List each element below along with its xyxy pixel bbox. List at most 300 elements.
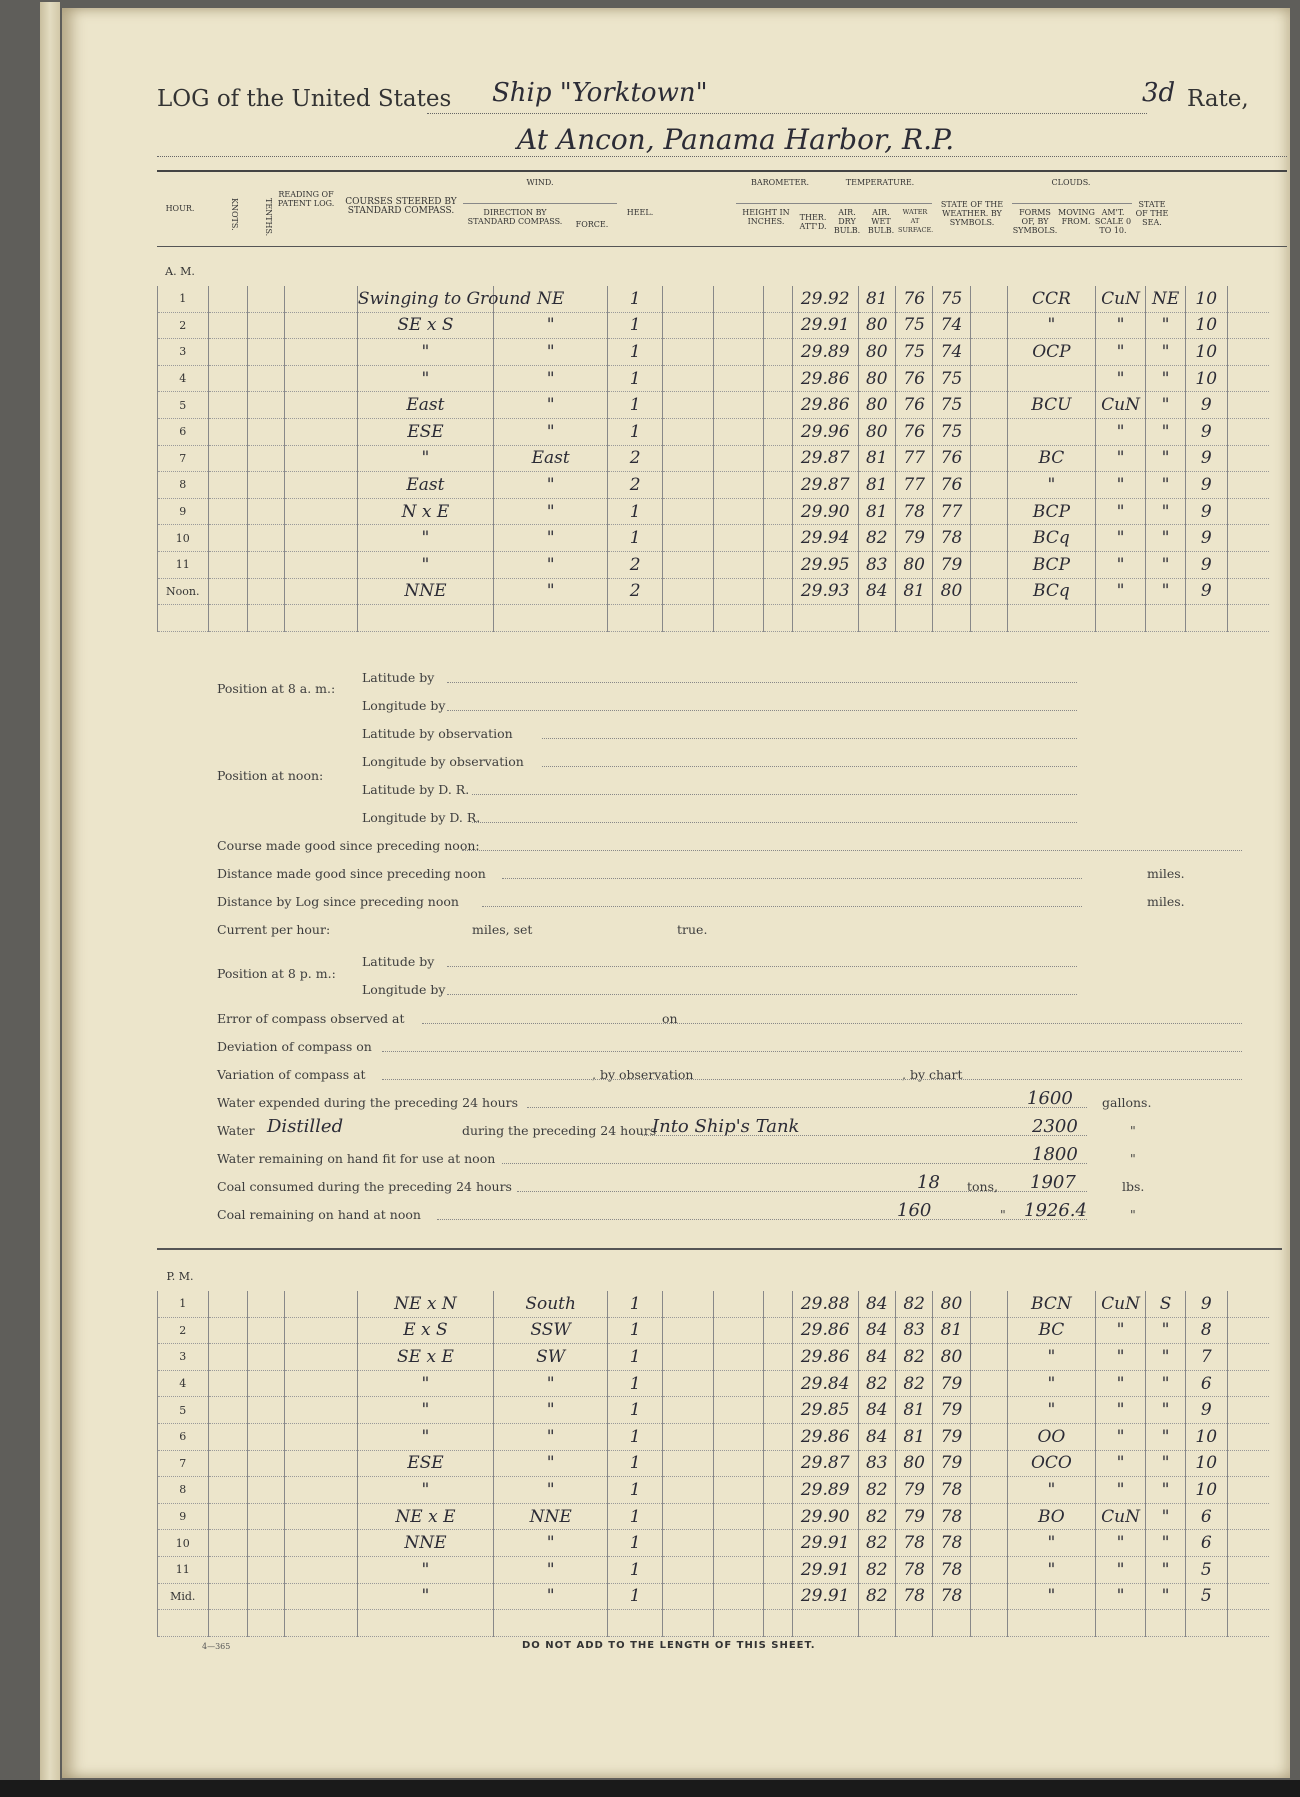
- cell-hour: Noon.: [158, 578, 209, 605]
- cell-course: Swinging to Ground: [357, 286, 493, 312]
- cell-baro: 29.95: [792, 551, 858, 578]
- col-wind-force: FORCE.: [575, 220, 609, 229]
- cell-baro: 29.86: [792, 1317, 858, 1344]
- cell-weather: BO: [1007, 1503, 1095, 1530]
- cell-heel: [663, 1530, 714, 1557]
- cell-course: ": [357, 1477, 493, 1504]
- cell-moving: ": [1146, 525, 1186, 552]
- col-courses: COURSES STEERED BY STANDARD COMPASS.: [345, 197, 457, 216]
- cell-tenths: [248, 312, 285, 339]
- cell-moving: ": [1146, 365, 1186, 392]
- cell-water: [970, 365, 1007, 392]
- coal-consumed: Coal consumed during the preceding 24 hours: [217, 1179, 512, 1194]
- cell-wet: 78: [933, 1556, 970, 1583]
- cell-water: [970, 1583, 1007, 1610]
- col-knots: KNOTS.: [230, 198, 239, 231]
- cell-wind-dir: ": [494, 1370, 608, 1397]
- cell-blank1: [713, 286, 764, 312]
- cell-blank1: [713, 1370, 764, 1397]
- footer-notice: DO NOT ADD TO THE LENGTH OF THIS SHEET.: [522, 1640, 816, 1651]
- scan-border: [0, 1780, 1300, 1797]
- pm-log-row: [158, 1317, 1270, 1344]
- rate-label: Rate,: [1187, 86, 1249, 112]
- cell-wind-dir: ": [494, 472, 608, 499]
- cell-sea: [1227, 286, 1269, 312]
- cell-wet: 81: [933, 1317, 970, 1344]
- cell-log: [285, 578, 357, 605]
- cell-ther: 84: [858, 1423, 895, 1450]
- cell-baro: 29.86: [792, 365, 858, 392]
- cell-knots: [208, 525, 248, 552]
- cell-moving: ": [1146, 1530, 1186, 1557]
- cell-sea: [1227, 525, 1269, 552]
- cell-heel: [663, 498, 714, 525]
- cell-knots: [208, 392, 248, 419]
- cell-tenths: [248, 1477, 285, 1504]
- cell-sea: [1227, 472, 1269, 499]
- cell-water: [970, 525, 1007, 552]
- cell-amount: 9: [1185, 392, 1227, 419]
- cell-wet: 80: [933, 578, 970, 605]
- cell-moving: ": [1146, 551, 1186, 578]
- pm-label: P. M.: [166, 1270, 194, 1283]
- col-water-surface: WATER AT SURFACE.: [898, 208, 934, 234]
- cell-log: [285, 286, 357, 312]
- pm-top-rule: [157, 1248, 1282, 1250]
- cell-moving: ": [1146, 312, 1186, 339]
- cell-dry: 75: [895, 339, 932, 366]
- am-label: A. M.: [165, 265, 195, 278]
- cell-blank1: [713, 578, 764, 605]
- cell-wet: [933, 605, 970, 632]
- cell-wet: 77: [933, 498, 970, 525]
- by-observation: , by observation: [592, 1067, 694, 1082]
- cell-blank2: [764, 1450, 793, 1477]
- cell-log: [285, 1397, 357, 1424]
- cell-forms: CuN: [1095, 286, 1146, 312]
- cell-forms: ": [1095, 498, 1146, 525]
- cell-heel: [663, 1344, 714, 1371]
- cell-wet: 78: [933, 525, 970, 552]
- cell-tenths: [248, 1556, 285, 1583]
- pm-log-row: [158, 1583, 1270, 1610]
- cell-log: [285, 605, 357, 632]
- cell-blank2: [764, 1370, 793, 1397]
- current-miles-set: miles, set: [472, 922, 533, 937]
- pos-8pm-lat: Latitude by: [362, 954, 435, 969]
- pm-log-row: [158, 1477, 1270, 1504]
- cell-forms: ": [1095, 1583, 1146, 1610]
- cell-blank1: [713, 1344, 764, 1371]
- cell-wind-dir: [494, 1610, 608, 1637]
- cell-amount: 7: [1185, 1344, 1227, 1371]
- cell-forms: ": [1095, 1397, 1146, 1424]
- col-patent-log: READING OF PATENT LOG.: [277, 190, 335, 208]
- cell-blank1: [713, 1610, 764, 1637]
- gallons-label: gallons.: [1102, 1095, 1152, 1110]
- cell-hour: 4: [158, 1370, 209, 1397]
- cell-amount: 10: [1185, 286, 1227, 312]
- cell-baro: 29.91: [792, 1556, 858, 1583]
- cell-course: ": [357, 365, 493, 392]
- cell-tenths: [248, 392, 285, 419]
- am-log-row: [158, 525, 1270, 552]
- cell-hour: 10: [158, 1530, 209, 1557]
- cell-log: [285, 1344, 357, 1371]
- cell-weather: BCU: [1007, 392, 1095, 419]
- cell-forms: ": [1095, 1477, 1146, 1504]
- cell-dry: 76: [895, 365, 932, 392]
- cell-heel: [663, 1503, 714, 1530]
- cell-forms: ": [1095, 578, 1146, 605]
- cell-log: [285, 1556, 357, 1583]
- cell-course: ": [357, 525, 493, 552]
- cell-dry: 76: [895, 286, 932, 312]
- cell-weather: BCq: [1007, 578, 1095, 605]
- cell-blank1: [713, 1556, 764, 1583]
- cell-water: [970, 551, 1007, 578]
- cell-hour: 5: [158, 1397, 209, 1424]
- cell-hour: 5: [158, 392, 209, 419]
- cell-weather: OCP: [1007, 339, 1095, 366]
- cell-force: 1: [608, 1344, 663, 1371]
- cell-baro: 29.88: [792, 1291, 858, 1317]
- cell-amount: 10: [1185, 312, 1227, 339]
- cell-course: East: [357, 472, 493, 499]
- cell-amount: 5: [1185, 1556, 1227, 1583]
- cell-baro: [792, 1610, 858, 1637]
- cell-dry: [895, 1610, 932, 1637]
- cell-knots: [208, 498, 248, 525]
- cell-forms: ": [1095, 1556, 1146, 1583]
- cell-force: 1: [608, 1450, 663, 1477]
- cell-course: ": [357, 1423, 493, 1450]
- cell-moving: ": [1146, 1317, 1186, 1344]
- cell-course: ": [357, 1370, 493, 1397]
- cell-sea: [1227, 1610, 1269, 1637]
- cell-amount: 6: [1185, 1530, 1227, 1557]
- cell-blank2: [764, 339, 793, 366]
- cell-moving: ": [1146, 1370, 1186, 1397]
- cell-blank1: [713, 1397, 764, 1424]
- am-log-row: [158, 605, 1270, 632]
- cell-tenths: [248, 445, 285, 472]
- title-rule: [427, 113, 1147, 114]
- cell-blank2: [764, 1317, 793, 1344]
- cell-hour: 8: [158, 472, 209, 499]
- cell-tenths: [248, 1397, 285, 1424]
- col-air-dry: AIR. DRY BULB.: [833, 208, 861, 235]
- cell-heel: [663, 1450, 714, 1477]
- cell-hour: 2: [158, 312, 209, 339]
- am-log-row: [158, 418, 1270, 445]
- cell-wind-dir: NE: [494, 286, 608, 312]
- cell-dry: 82: [895, 1370, 932, 1397]
- coal-remaining-lbs: 1926.4: [1024, 1200, 1087, 1221]
- cell-tenths: [248, 1530, 285, 1557]
- cell-sea: [1227, 578, 1269, 605]
- cell-knots: [208, 339, 248, 366]
- cell-knots: [208, 1397, 248, 1424]
- cell-blank2: [764, 1530, 793, 1557]
- cell-hour: 11: [158, 1556, 209, 1583]
- cell-hour: 9: [158, 498, 209, 525]
- am-log-row: [158, 339, 1270, 366]
- cell-dry: 79: [895, 1477, 932, 1504]
- cell-blank1: [713, 418, 764, 445]
- cell-weather: CCR: [1007, 286, 1095, 312]
- cell-knots: [208, 312, 248, 339]
- cell-ther: [858, 605, 895, 632]
- cell-ther: 80: [858, 418, 895, 445]
- cell-log: [285, 1477, 357, 1504]
- cell-knots: [208, 418, 248, 445]
- cell-blank1: [713, 1503, 764, 1530]
- cell-heel: [663, 525, 714, 552]
- cell-heel: [663, 418, 714, 445]
- by-chart: , by chart: [902, 1067, 963, 1082]
- cell-amount: 10: [1185, 1477, 1227, 1504]
- cell-forms: ": [1095, 525, 1146, 552]
- cell-log: [285, 1610, 357, 1637]
- cell-dry: 79: [895, 525, 932, 552]
- cell-wind-dir: ": [494, 578, 608, 605]
- cell-dry: 78: [895, 498, 932, 525]
- cell-course: N x E: [357, 498, 493, 525]
- cell-amount: 10: [1185, 1423, 1227, 1450]
- cell-log: [285, 445, 357, 472]
- ship-name: Ship "Yorktown": [492, 78, 708, 108]
- pm-log-row: [158, 1397, 1270, 1424]
- cell-sea: [1227, 551, 1269, 578]
- cell-tenths: [248, 365, 285, 392]
- cell-course: ": [357, 339, 493, 366]
- cell-amount: 10: [1185, 1450, 1227, 1477]
- cell-weather: ": [1007, 312, 1095, 339]
- cell-heel: [663, 286, 714, 312]
- cell-forms: CuN: [1095, 392, 1146, 419]
- cell-weather: [1007, 605, 1095, 632]
- cell-forms: ": [1095, 1423, 1146, 1450]
- pos-8pm-label: Position at 8 p. m.:: [217, 966, 336, 981]
- cell-blank2: [764, 1583, 793, 1610]
- cell-log: [285, 339, 357, 366]
- cell-blank1: [713, 472, 764, 499]
- cell-wet: 76: [933, 445, 970, 472]
- cell-sea: [1227, 1583, 1269, 1610]
- cell-tenths: [248, 472, 285, 499]
- cell-log: [285, 551, 357, 578]
- cell-knots: [208, 1530, 248, 1557]
- pm-log-row: [158, 1423, 1270, 1450]
- cell-heel: [663, 1583, 714, 1610]
- col-air-wet: AIR. WET BULB.: [867, 208, 895, 235]
- cell-wind-dir: SSW: [494, 1317, 608, 1344]
- cell-water: [970, 418, 1007, 445]
- cell-amount: 9: [1185, 418, 1227, 445]
- cell-hour: 6: [158, 418, 209, 445]
- cell-heel: [663, 1556, 714, 1583]
- cell-dry: 82: [895, 1291, 932, 1317]
- col-ther-attd: THER. ATT'D.: [799, 213, 827, 231]
- cell-water: [970, 605, 1007, 632]
- coal-remaining-tons: 160: [897, 1200, 932, 1221]
- cell-weather: ": [1007, 472, 1095, 499]
- cell-sea: [1227, 1530, 1269, 1557]
- cell-blank1: [713, 339, 764, 366]
- course-made-good: Course made good since preceding noon:: [217, 838, 480, 853]
- cell-blank2: [764, 1291, 793, 1317]
- cell-blank2: [764, 1610, 793, 1637]
- cell-blank2: [764, 365, 793, 392]
- cell-ther: 82: [858, 1556, 895, 1583]
- cell-sea: [1227, 605, 1269, 632]
- cell-ther: 83: [858, 551, 895, 578]
- cell-course: SE x S: [357, 312, 493, 339]
- cell-knots: [208, 1423, 248, 1450]
- cell-tenths: [248, 1503, 285, 1530]
- cell-tenths: [248, 1291, 285, 1317]
- cell-blank2: [764, 445, 793, 472]
- cell-sea: [1227, 445, 1269, 472]
- cell-weather: ": [1007, 1344, 1095, 1371]
- form-number: 4—365: [202, 1642, 231, 1651]
- cell-blank1: [713, 498, 764, 525]
- cell-knots: [208, 1477, 248, 1504]
- cell-heel: [663, 312, 714, 339]
- cell-force: 1: [608, 1370, 663, 1397]
- am-log-row: [158, 365, 1270, 392]
- cell-ther: 80: [858, 392, 895, 419]
- current-true: true.: [677, 922, 708, 937]
- cell-wet: 75: [933, 286, 970, 312]
- cell-log: [285, 418, 357, 445]
- cell-sea: [1227, 1556, 1269, 1583]
- cell-moving: ": [1146, 1556, 1186, 1583]
- pos-8am-label: Position at 8 a. m.:: [217, 681, 336, 696]
- cell-blank1: [713, 392, 764, 419]
- cell-course: ": [357, 1397, 493, 1424]
- cell-amount: 9: [1185, 578, 1227, 605]
- cell-amount: [1185, 1610, 1227, 1637]
- cell-heel: [663, 445, 714, 472]
- cell-forms: ": [1095, 1317, 1146, 1344]
- cell-forms: ": [1095, 418, 1146, 445]
- cell-course: NNE: [357, 578, 493, 605]
- cell-log: [285, 392, 357, 419]
- cell-moving: ": [1146, 1423, 1186, 1450]
- cell-water: [970, 286, 1007, 312]
- cell-log: [285, 1503, 357, 1530]
- cell-weather: [1007, 1610, 1095, 1637]
- cell-amount: 10: [1185, 365, 1227, 392]
- col-clouds: CLOUDS.: [1051, 178, 1091, 187]
- col-wind: WIND.: [526, 178, 554, 187]
- cell-log: [285, 1450, 357, 1477]
- cell-blank1: [713, 1291, 764, 1317]
- cell-blank1: [713, 525, 764, 552]
- cell-wind-dir: South: [494, 1291, 608, 1317]
- cell-wind-dir: ": [494, 551, 608, 578]
- cell-water: [970, 1530, 1007, 1557]
- cell-course: [357, 1610, 493, 1637]
- cell-wind-dir: NNE: [494, 1503, 608, 1530]
- cell-force: 1: [608, 312, 663, 339]
- cell-log: [285, 312, 357, 339]
- cell-amount: 9: [1185, 525, 1227, 552]
- cell-tenths: [248, 286, 285, 312]
- cell-moving: ": [1146, 1344, 1186, 1371]
- cell-log: [285, 472, 357, 499]
- cell-baro: 29.84: [792, 1370, 858, 1397]
- cell-ther: [858, 1610, 895, 1637]
- cell-dry: 82: [895, 1344, 932, 1371]
- cell-baro: 29.87: [792, 472, 858, 499]
- cell-blank2: [764, 578, 793, 605]
- cell-heel: [663, 1423, 714, 1450]
- cell-knots: [208, 1370, 248, 1397]
- cell-ther: 82: [858, 1477, 895, 1504]
- cell-force: 1: [608, 1583, 663, 1610]
- cell-weather: [1007, 365, 1095, 392]
- cell-forms: ": [1095, 339, 1146, 366]
- cell-baro: 29.91: [792, 1583, 858, 1610]
- cell-water: [970, 1450, 1007, 1477]
- cell-wet: 78: [933, 1530, 970, 1557]
- cell-wet: 78: [933, 1477, 970, 1504]
- cell-forms: ": [1095, 312, 1146, 339]
- col-wind-direction: DIRECTION BY STANDARD COMPASS.: [467, 208, 563, 226]
- cell-moving: [1146, 1610, 1186, 1637]
- pm-log-row: [158, 1556, 1270, 1583]
- cell-log: [285, 525, 357, 552]
- cell-blank1: [713, 312, 764, 339]
- cell-ther: 84: [858, 1317, 895, 1344]
- pos-8am-lat: Latitude by: [362, 670, 435, 685]
- cell-blank2: [764, 1477, 793, 1504]
- cell-heel: [663, 1370, 714, 1397]
- cell-wet: 75: [933, 392, 970, 419]
- col-tenths: TENTHS.: [264, 198, 273, 237]
- cell-water: [970, 339, 1007, 366]
- cell-ther: 81: [858, 472, 895, 499]
- cell-weather: BCP: [1007, 498, 1095, 525]
- col-weather: STATE OF THE WEATHER. BY SYMBOLS.: [940, 200, 1004, 227]
- cell-baro: 29.86: [792, 392, 858, 419]
- cell-sea: [1227, 1317, 1269, 1344]
- cell-baro: 29.96: [792, 418, 858, 445]
- cell-wet: 78: [933, 1503, 970, 1530]
- cell-sea: [1227, 498, 1269, 525]
- cell-ther: 82: [858, 525, 895, 552]
- cell-blank2: [764, 472, 793, 499]
- cell-log: [285, 1583, 357, 1610]
- cell-force: [608, 605, 663, 632]
- log-title-prefix: LOG of the United States: [157, 86, 452, 112]
- cell-amount: 10: [1185, 339, 1227, 366]
- cell-baro: 29.86: [792, 1423, 858, 1450]
- cell-baro: 29.86: [792, 1344, 858, 1371]
- cell-moving: ": [1146, 418, 1186, 445]
- cell-course: ": [357, 445, 493, 472]
- cell-baro: 29.93: [792, 578, 858, 605]
- cell-course: NE x E: [357, 1503, 493, 1530]
- cell-course: [357, 605, 493, 632]
- am-log-row: [158, 472, 1270, 499]
- cell-ther: 82: [858, 1530, 895, 1557]
- cell-hour: 10: [158, 525, 209, 552]
- cell-course: East: [357, 392, 493, 419]
